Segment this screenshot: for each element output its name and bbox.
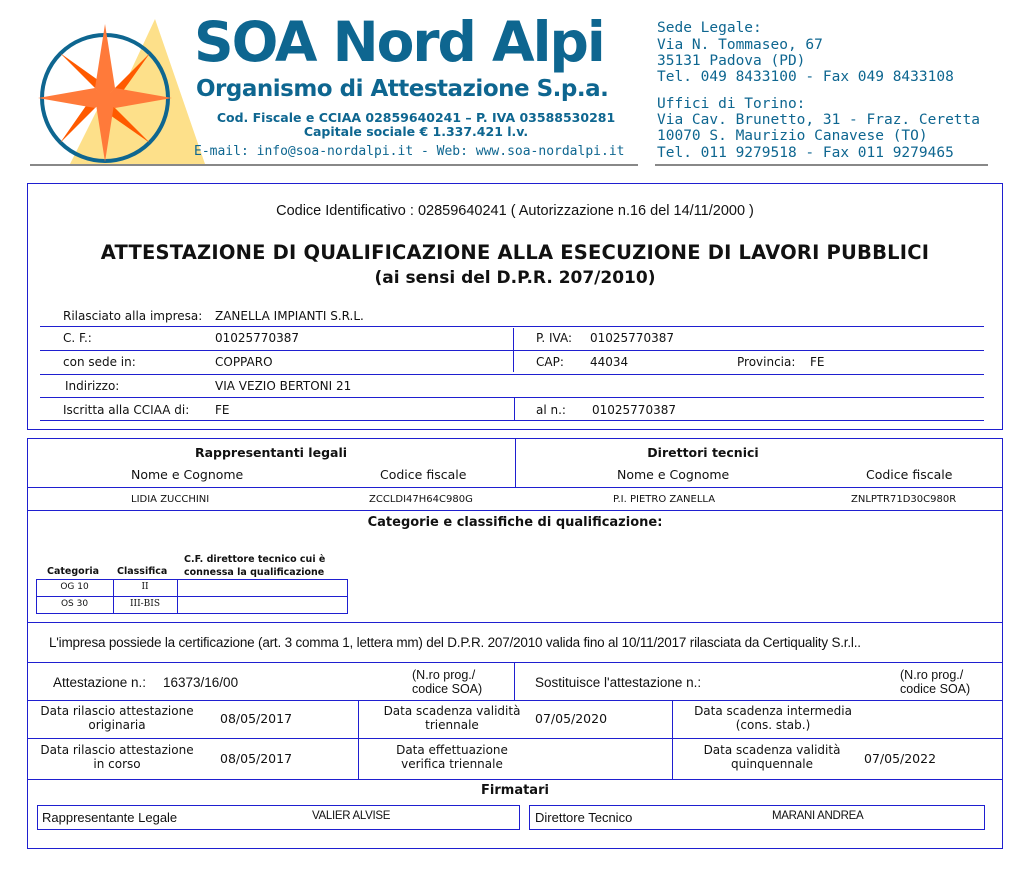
tecnici-col-name: Nome e Cognome xyxy=(617,467,730,482)
legali-col-name: Nome e Cognome xyxy=(131,467,244,482)
cciaa-label: Iscritta alla CCIAA di: xyxy=(63,403,190,417)
firmatari-title: Firmatari xyxy=(481,783,549,798)
company-section xyxy=(27,183,1003,430)
provincia-label: Provincia: xyxy=(737,355,796,369)
rilascio-corso-label-1: Data rilascio attestazione xyxy=(40,743,194,757)
cat-header-cf: C.F. direttore tecnico cui è connessa la qualificazione xyxy=(184,554,326,578)
fiscal-line: Cod. Fiscale e CCIAA 02859640241 – P. IVA 03588530281 xyxy=(216,110,616,125)
categorie-title: Categorie e classifiche di qualificazione: xyxy=(367,515,663,530)
cap-label: CAP: xyxy=(536,355,564,369)
rilascio-orig-value: 08/05/2017 xyxy=(220,711,293,726)
verifica-label-1: Data effettuazione xyxy=(396,743,508,757)
sede-label: con sede in: xyxy=(63,355,136,369)
rilascio-corso-label-2: in corso xyxy=(93,757,141,771)
document-subtitle: (ai sensi del D.P.R. 207/2010) xyxy=(374,268,656,288)
tecnici-title: Direttori tecnici xyxy=(647,445,759,460)
cap-value: 44034 xyxy=(590,355,629,369)
certificazione-text: L'impresa possiede la certificazione (art. 3 comma 1, lettera mm) del D.P.R. 207/2010 valida fino al 10/11/2017 rilasciata da Certiquality S.r.l.. xyxy=(49,635,861,650)
cf-label: C. F.: xyxy=(63,331,92,345)
scad-quinq-value: 07/05/2022 xyxy=(864,751,937,766)
cat-header-classifica: Classifica xyxy=(117,566,168,577)
codice-soa-2: codice SOA) xyxy=(900,682,971,696)
sostituisce-label: Sostituisce l'attestazione n.: xyxy=(535,675,702,690)
verifica-label-2: verifica triennale xyxy=(401,757,503,771)
sede-legale-phone: Tel. 049 8433100 - Fax 049 8433108 xyxy=(657,69,954,85)
codice-identificativo: Codice Identificativo : 02859640241 ( Autorizzazione n.16 del 14/11/2000 ) xyxy=(276,203,754,219)
sede-legale-title: Sede Legale: xyxy=(657,20,762,36)
scad-interm-label-1: Data scadenza intermedia xyxy=(694,704,852,718)
scad-trien-label-1: Data scadenza validità xyxy=(383,704,521,718)
legali-col-cf: Codice fiscale xyxy=(380,467,467,482)
scad-quinq-label-2: quinquennale xyxy=(730,757,814,771)
nro-prog-1: (N.ro prog./ xyxy=(412,668,476,682)
sede-legale-address: Via N. Tommaseo, 67 xyxy=(657,37,823,53)
al-n-label: al n.: xyxy=(536,403,566,417)
scad-trien-label-2: triennale xyxy=(425,718,479,732)
tecnico-name: P.I. PIETRO ZANELLA xyxy=(613,494,716,505)
uffici-torino-title: Uffici di Torino: xyxy=(657,96,806,112)
piva-value: 01025770387 xyxy=(590,331,674,345)
soa-nord-alpi-logo xyxy=(30,14,210,164)
cat-row-1-categoria: OS 30 xyxy=(60,599,89,609)
firmatario-tecnico-label: Direttore Tecnico xyxy=(535,810,633,825)
indirizzo-value: VIA VEZIO BERTONI 21 xyxy=(215,379,352,393)
nro-prog-2: (N.ro prog./ xyxy=(900,668,964,682)
cciaa-value: FE xyxy=(215,403,230,417)
document-title: ATTESTAZIONE DI QUALIFICAZIONE ALLA ESECUZIONE DI LAVORI PUBBLICI xyxy=(100,241,930,264)
rilasciato-label: Rilasciato alla impresa: xyxy=(63,309,203,323)
brand-title: SOA Nord Alpi xyxy=(194,10,604,74)
rilascio-orig-label-2: originaria xyxy=(88,718,146,732)
provincia-value: FE xyxy=(810,355,825,369)
scad-interm-label-2: (cons. stab.) xyxy=(735,718,811,732)
cat-row-0-categoria: OG 10 xyxy=(60,582,89,592)
header-rule-left xyxy=(30,164,638,166)
rilasciato-value: ZANELLA IMPIANTI S.R.L. xyxy=(215,309,364,323)
scad-trien-value: 07/05/2020 xyxy=(535,711,608,726)
legale-cf: ZCCLDI47H64C980G xyxy=(369,494,473,505)
tecnico-cf: ZNLPTR71D30C980R xyxy=(851,494,957,505)
indirizzo-label: Indirizzo: xyxy=(65,379,120,393)
uffici-torino-city: 10070 S. Maurizio Canavese (TO) xyxy=(657,128,928,144)
rilascio-corso-value: 08/05/2017 xyxy=(220,751,293,766)
codice-soa-1: codice SOA) xyxy=(412,682,483,696)
attestazione-label: Attestazione n.: xyxy=(53,675,147,690)
rilascio-orig-label-1: Data rilascio attestazione xyxy=(40,704,194,718)
cat-row-0-classifica: II xyxy=(141,582,149,592)
piva-label: P. IVA: xyxy=(536,331,573,345)
scad-quinq-label-1: Data scadenza validità xyxy=(703,743,841,757)
brand-subtitle: Organismo di Attestazione S.p.a. xyxy=(196,76,609,102)
attestazione-value: 16373/16/00 xyxy=(163,675,239,690)
firmatario-legale-value: VALIER ALVISE xyxy=(312,810,391,822)
legali-title: Rappresentanti legali xyxy=(194,445,348,460)
contact-line: E-mail: info@soa-nordalpi.it - Web: www.soa-nordalpi.it xyxy=(194,144,625,159)
uffici-torino-phone: Tel. 011 9279518 - Fax 011 9279465 xyxy=(657,145,954,161)
cat-row-1-classifica: III-BIS xyxy=(129,599,161,609)
tecnici-col-cf: Codice fiscale xyxy=(866,467,953,482)
capital-line: Capitale sociale € 1.337.421 l.v. xyxy=(303,124,529,139)
legale-name: LIDIA ZUCCHINI xyxy=(131,494,210,505)
cat-header-categoria: Categoria xyxy=(47,566,100,577)
al-n-value: 01025770387 xyxy=(592,403,676,417)
sede-value: COPPARO xyxy=(215,355,273,369)
firmatario-tecnico-value: MARANI ANDREA xyxy=(772,810,864,822)
sede-legale-city: 35131 Padova (PD) xyxy=(657,53,806,69)
uffici-torino-address: Via Cav. Brunetto, 31 - Fraz. Ceretta xyxy=(657,112,981,128)
header-rule-right xyxy=(655,164,988,166)
firmatario-legale-label: Rappresentante Legale xyxy=(42,810,178,825)
cf-value: 01025770387 xyxy=(215,331,299,345)
